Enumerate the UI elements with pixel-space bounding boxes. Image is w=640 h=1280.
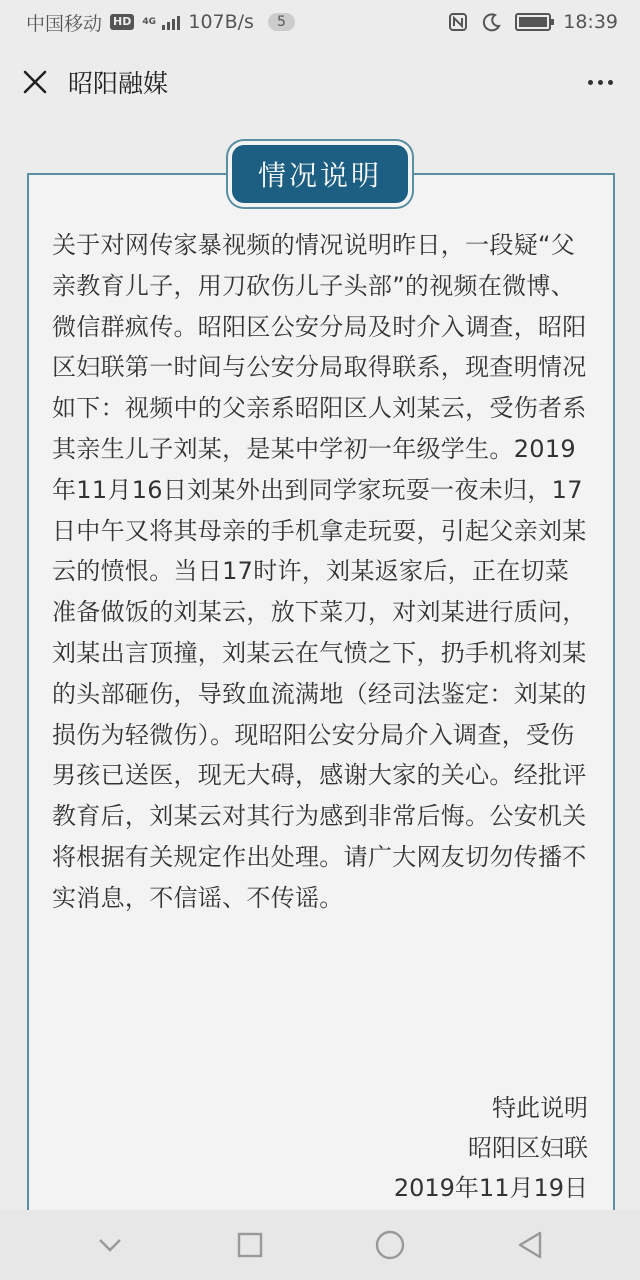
notification-count-badge: 5 bbox=[268, 13, 295, 31]
notice-signature bbox=[288, 1088, 588, 1208]
system-nav-bar bbox=[0, 1210, 640, 1280]
chevron-down-icon[interactable] bbox=[85, 1220, 135, 1270]
notice-title: 情况说明 bbox=[232, 145, 408, 203]
app-header bbox=[0, 44, 640, 120]
more-icon[interactable] bbox=[580, 67, 620, 97]
status-bar bbox=[0, 0, 640, 44]
back-triangle-icon[interactable] bbox=[505, 1220, 555, 1270]
recent-square-icon[interactable] bbox=[225, 1220, 275, 1270]
status-left bbox=[26, 9, 447, 36]
signal-icon bbox=[162, 14, 180, 30]
moon-icon bbox=[481, 11, 503, 33]
sign-line-date: 2019年11月19日 bbox=[393, 1174, 588, 1202]
notice-body: 关于对网传家暴视频的情况说明昨日，一段疑“父亲教育儿子，用刀砍伤儿子头部”的视频在微博、微信群疯传。昭阳区公安分局及时介入调查，昭阳区妇联第一时间与公安分局取得联系，现查明情况如下：视频中的父亲系昭阳区人刘某云，受伤者系其亲生儿子刘某，是某中学初一年级学生。2019年11月16日刘某外出到同学家玩耍一夜未归，17日中午又将其母亲的手机拿走玩耍，引起父亲刘某云的愤恨。当日17时许，刘某返家后，正在切菜准备做饭的刘某云，放下菜刀，对刘某进行质问，刘某出言顶撞，刘某云在气愤之下，扔手机将刘某的头部砸伤，导致血流满地（经司法鉴定：刘某的损伤为轻微伤）。现昭阳公安分局介入调查，受伤男孩已送医，现无大碍，感谢大家的关心。经批评教育后，刘某云对其行为感到非常后悔。公安机关将根据有关规定作出处理。请广大网友切勿传播不实消息，不信谣、不传谣。 bbox=[52, 231, 587, 912]
sign-line-organization: 昭阳区妇联 bbox=[468, 1134, 588, 1162]
status-right bbox=[447, 11, 618, 33]
close-icon[interactable] bbox=[20, 67, 50, 97]
network-speed: 107B/s bbox=[188, 11, 254, 33]
home-circle-icon[interactable] bbox=[365, 1220, 415, 1270]
network-type-label: 4G bbox=[142, 17, 157, 27]
carrier-label: 中国移动 bbox=[26, 12, 103, 35]
page-title: 昭阳融媒 bbox=[68, 69, 169, 98]
hd-badge: HD bbox=[110, 14, 134, 30]
clock: 18:39 bbox=[563, 11, 618, 33]
nfc-icon bbox=[447, 11, 469, 33]
sign-line-statement: 特此说明 bbox=[492, 1094, 588, 1122]
battery-icon bbox=[515, 13, 551, 31]
